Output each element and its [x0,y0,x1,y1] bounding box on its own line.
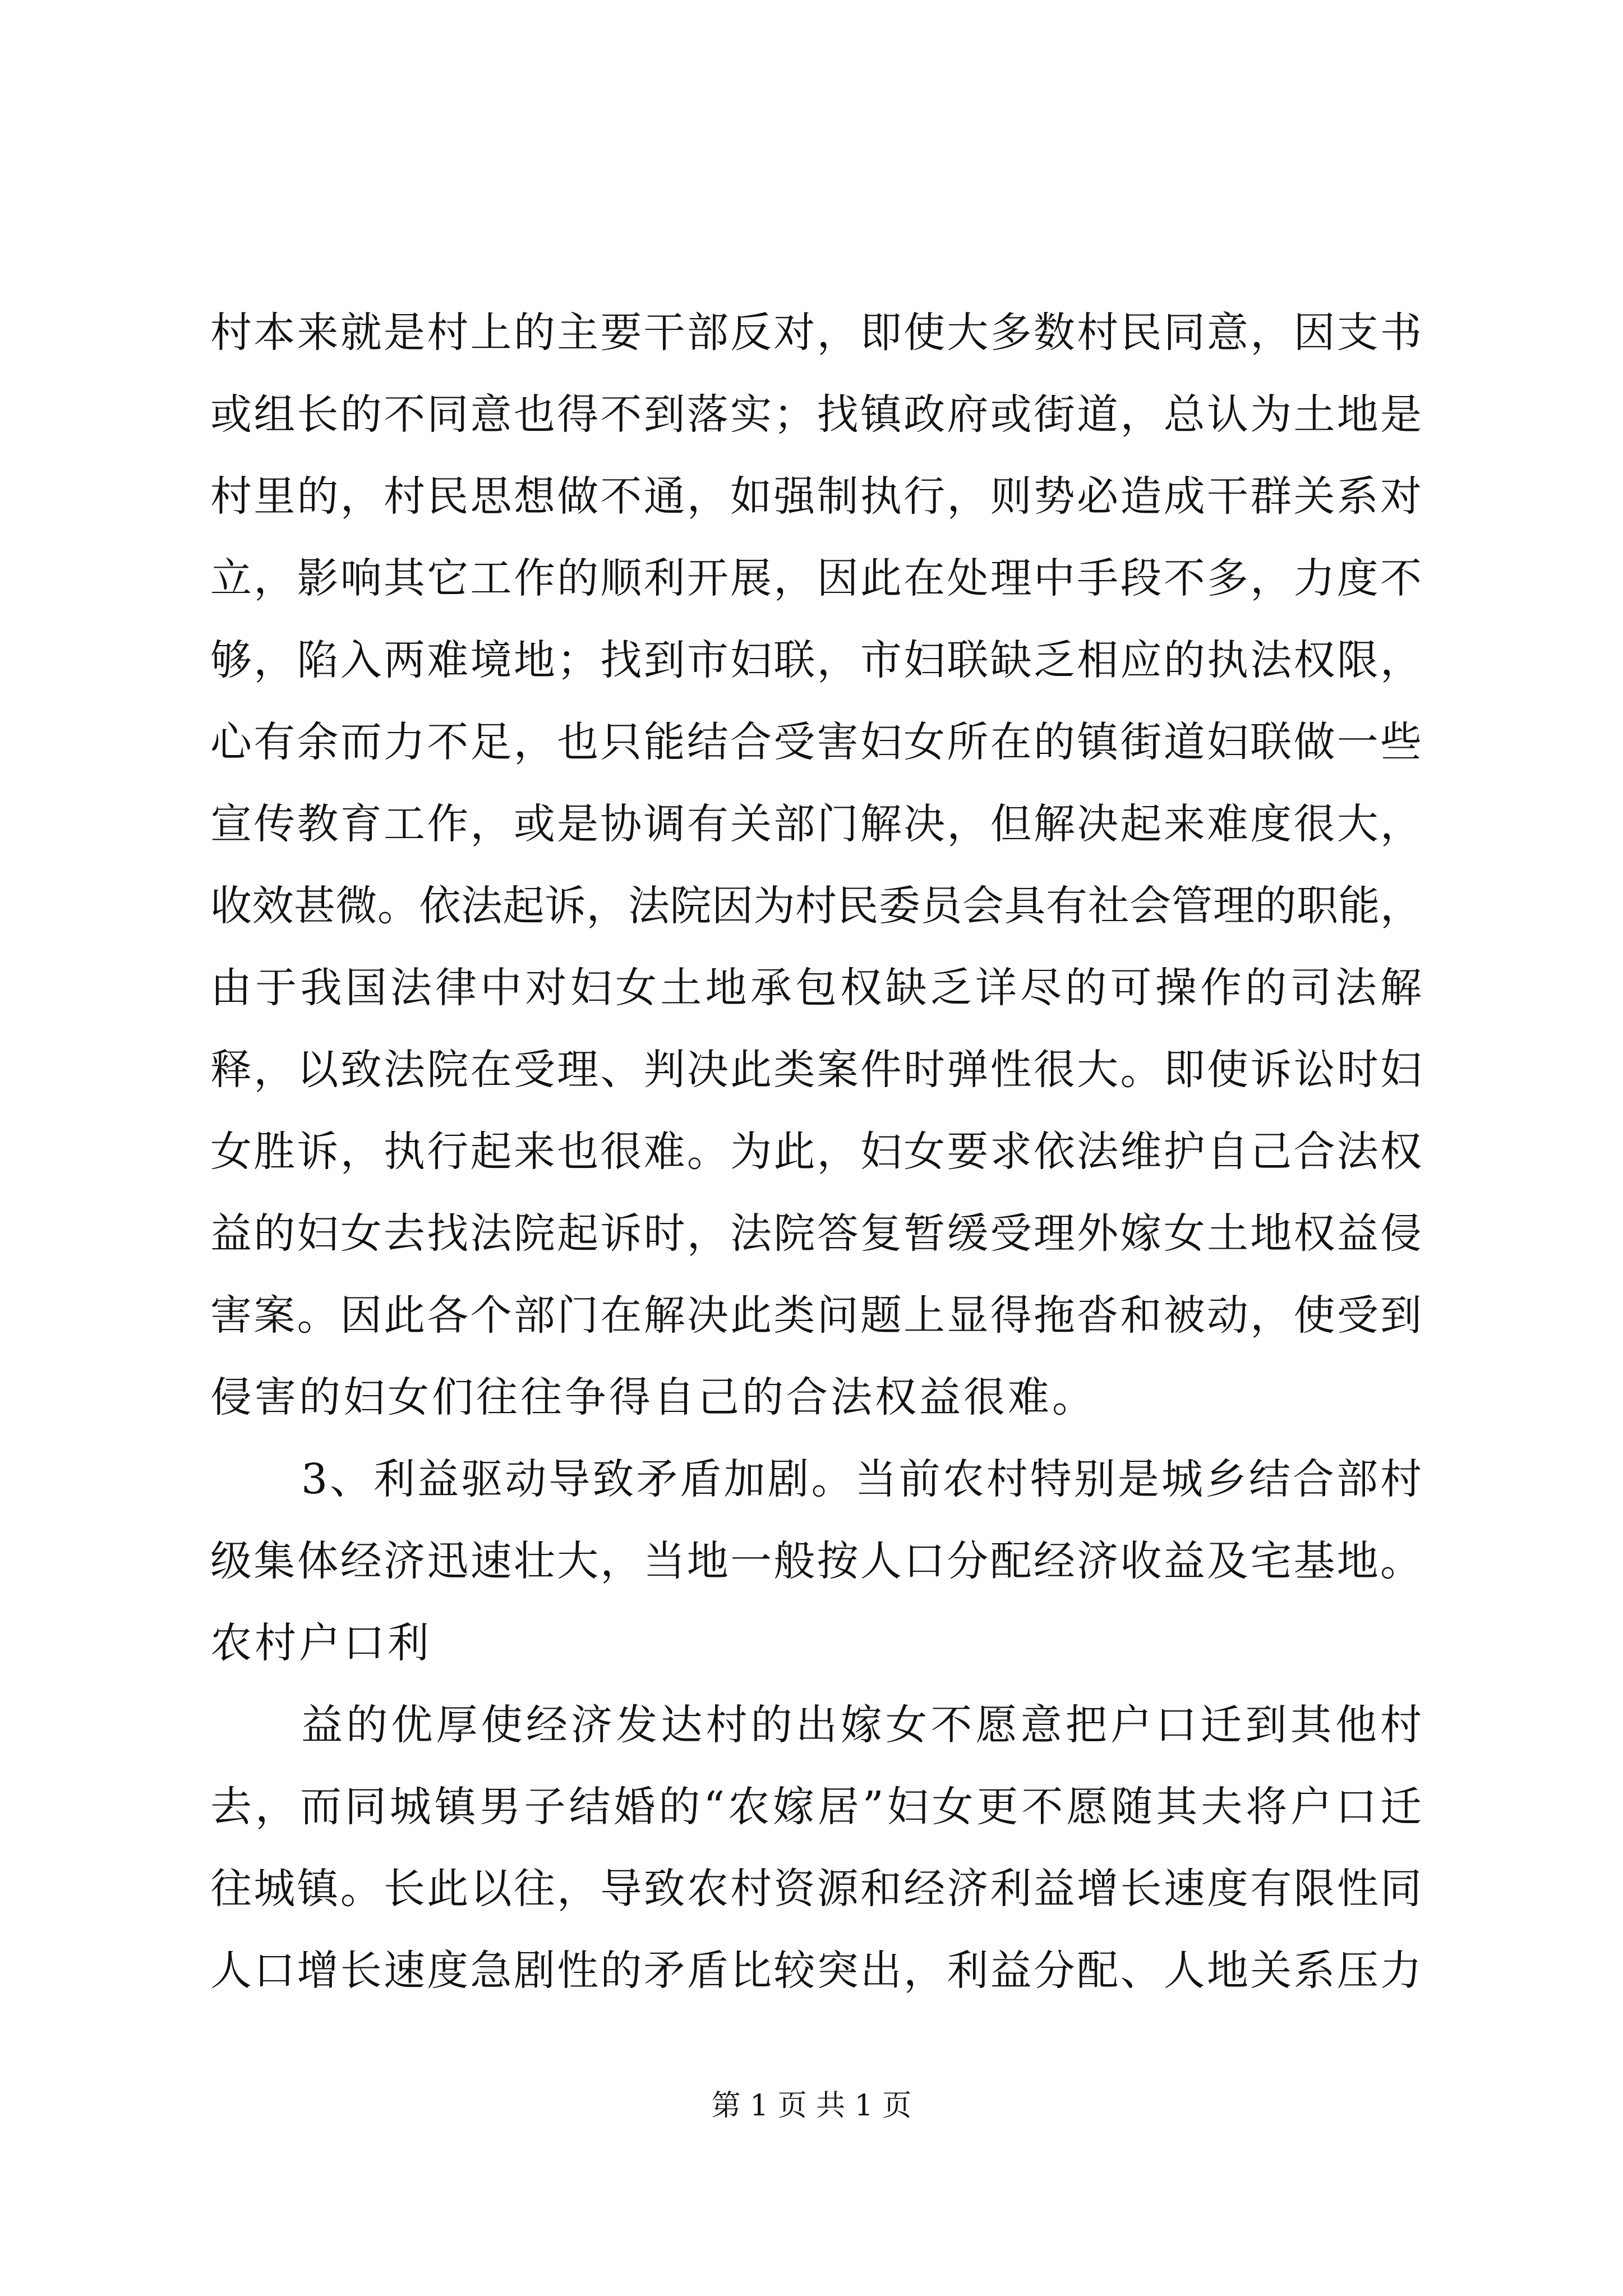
text-line: 由于我国法律中对妇女土地承包权缺乏详尽的可操作的司法解 [210,964,1422,1012]
text-line: 立，影响其它工作的顺利开展，因此在处理中手段不多，力度不 [210,554,1422,602]
text-line: 益的优厚使经济发达村的出嫁女不愿意把户口迁到其他村 [301,1701,1422,1749]
text-line: 3、利益驱动导致矛盾加剧。当前农村特别是城乡结合部村 [301,1455,1422,1503]
text-line: 或组长的不同意也得不到落实；找镇政府或街道，总认为土地是 [210,390,1422,439]
text-line: 农村户口利 [210,1619,432,1667]
text-line: 宣传教育工作，或是协调有关部门解决，但解决起来难度很大， [210,800,1422,848]
text-line: 释，以致法院在受理、判决此类案件时弹性很大。即使诉讼时妇 [210,1046,1422,1094]
text-line: 村本来就是村上的主要干部反对，即使大多数村民同意，因支书 [210,309,1422,357]
text-line: 侵害的妇女们往往争得自己的合法权益很难。 [210,1373,1096,1421]
text-line: 害案。因此各个部门在解决此类问题上显得拖沓和被动，使受到 [210,1291,1422,1340]
page-footer [0,2083,1623,2128]
text-line: 收效甚微。依法起诉，法院因为村民委员会具有社会管理的职能， [210,882,1422,930]
body-text [210,292,1422,2012]
text-line: 往城镇。长此以往，导致农村资源和经济利益增长速度有限性同 [210,1865,1422,1913]
text-line: 够，陷入两难境地；找到市妇联，市妇联缺乏相应的执法权限， [210,636,1422,684]
text-line: 去，而同城镇男子结婚的“农嫁居”妇女更不愿随其夫将户口迁 [210,1783,1422,1831]
text-line: 人口增长速度急剧性的矛盾比较突出，利益分配、人地关系压力 [210,1947,1422,1995]
text-line: 级集体经济迅速壮大，当地一般按人口分配经济收益及宅基地。 [210,1537,1422,1585]
text-line: 村里的，村民思想做不通，如强制执行，则势必造成干群关系对 [210,472,1422,521]
text-line: 益的妇女去找法院起诉时，法院答复暂缓受理外嫁女土地权益侵 [210,1209,1422,1258]
text-line: 女胜诉，执行起来也很难。为此，妇女要求依法维护自己合法权 [210,1128,1422,1176]
page-number-label: 第 1 页 共 1 页 [711,2089,912,2123]
text-line: 心有余而力不足，也只能结合受害妇女所在的镇街道妇联做一些 [210,718,1422,766]
